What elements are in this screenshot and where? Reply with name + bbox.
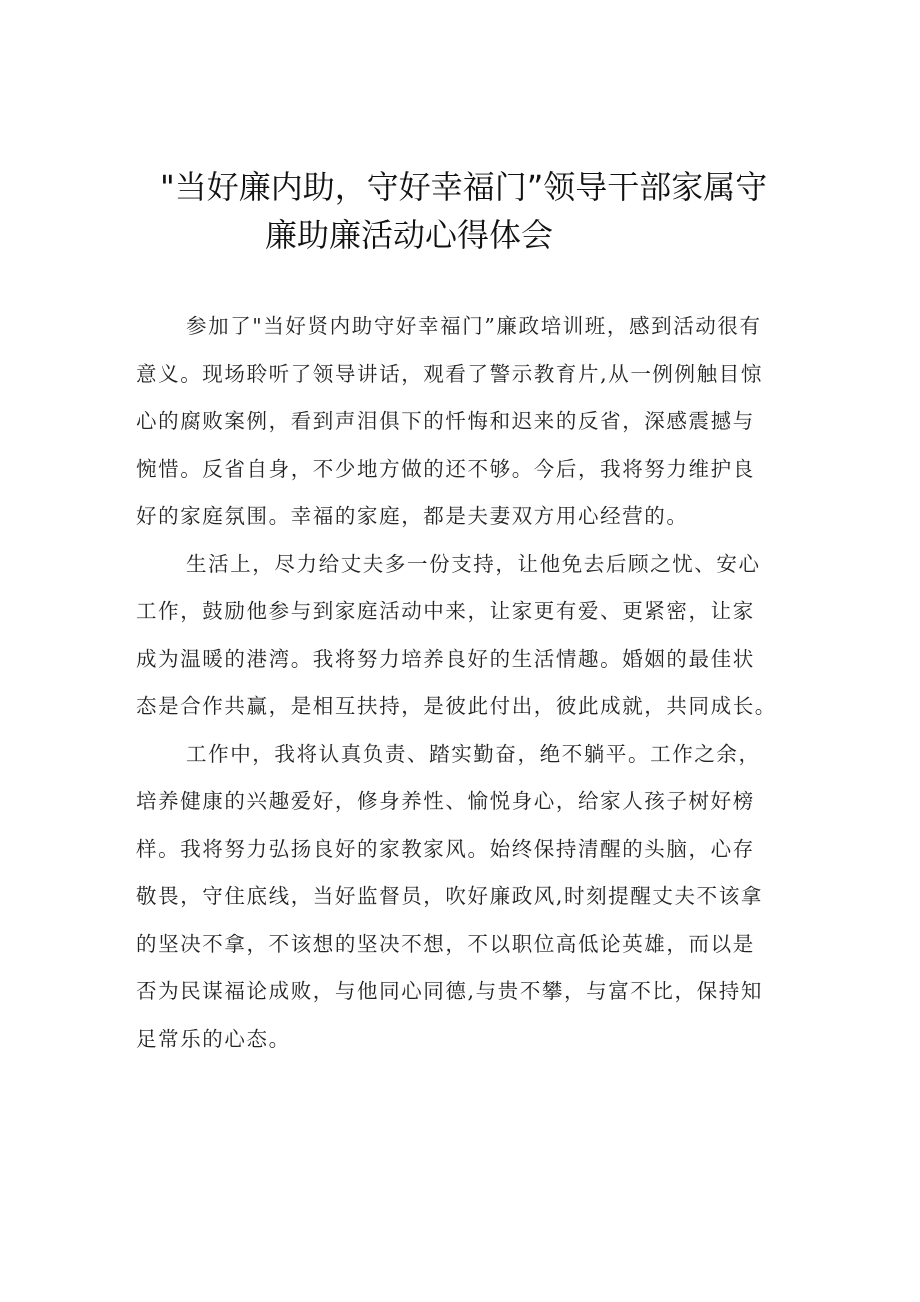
paragraph-line: 参加了"当好贤内助守好幸福门”廉政培训班，感到活动很有 [186,314,762,338]
paragraph-line: 惋惜。反省自身，不少地方做的还不够。今后，我将努力维护良 [136,456,755,481]
title-line-1: "当好廉内助，守好幸福门”领导干部家属守 [160,168,768,206]
paragraph-line: 工作，鼓励他参与到家庭活动中来，让家更有爱、更紧密，让家 [136,599,755,623]
paragraph-line: 否为民谋福论成败，与他同心同德,与贵不攀，与富不比，保持知 [136,979,763,1003]
paragraph-line: 生活上，尽力给丈夫多一份支持，让他免去后顾之忧、安心 [186,551,761,576]
paragraph-line: 敬畏，守住底线，当好监督员，吹好廉政风,时刻提醒丈夫不该拿 [136,884,763,908]
document-title [0,163,920,259]
paragraph-line: 的坚决不拿，不该想的坚决不想，不以职位高低论英雄，而以是 [136,931,755,956]
paragraph-line: 心的腐败案例，看到声泪俱下的忏悔和迟来的反省，深感震撼与 [136,409,755,433]
title-line-2: 廉助廉活动心得体会 [265,216,554,254]
paragraph-line: 足常乐的心态。 [136,1026,291,1051]
paragraph-line: 培养健康的兴趣爱好，修身养性、愉悦身心，给家人孩子树好榜 [136,789,755,813]
paragraph-line: 样。我将努力弘扬良好的家教家风。始终保持清醒的头脑，心存 [136,836,755,861]
paragraph-1 [136,303,796,541]
paragraph-line: 好的家庭氛围。幸福的家庭，都是夫妻双方用心经营的。 [136,504,689,528]
paragraph-line: 态是合作共赢，是相互扶持，是彼此付出，彼此成就，共同成长。 [136,694,777,718]
paragraph-line: 成为温暖的港湾。我将努力培养良好的生活情趣。婚姻的最佳状 [136,646,755,671]
paragraph-line: 意义。现场聆听了领导讲话，观看了警示教育片,从一例例触目惊 [136,361,763,386]
document-body [136,303,796,1063]
paragraph-2 [136,541,796,731]
paragraph-3 [136,731,796,1064]
paragraph-line: 工作中，我将认真负责、踏实勤奋，绝不躺平。工作之余， [186,741,761,766]
